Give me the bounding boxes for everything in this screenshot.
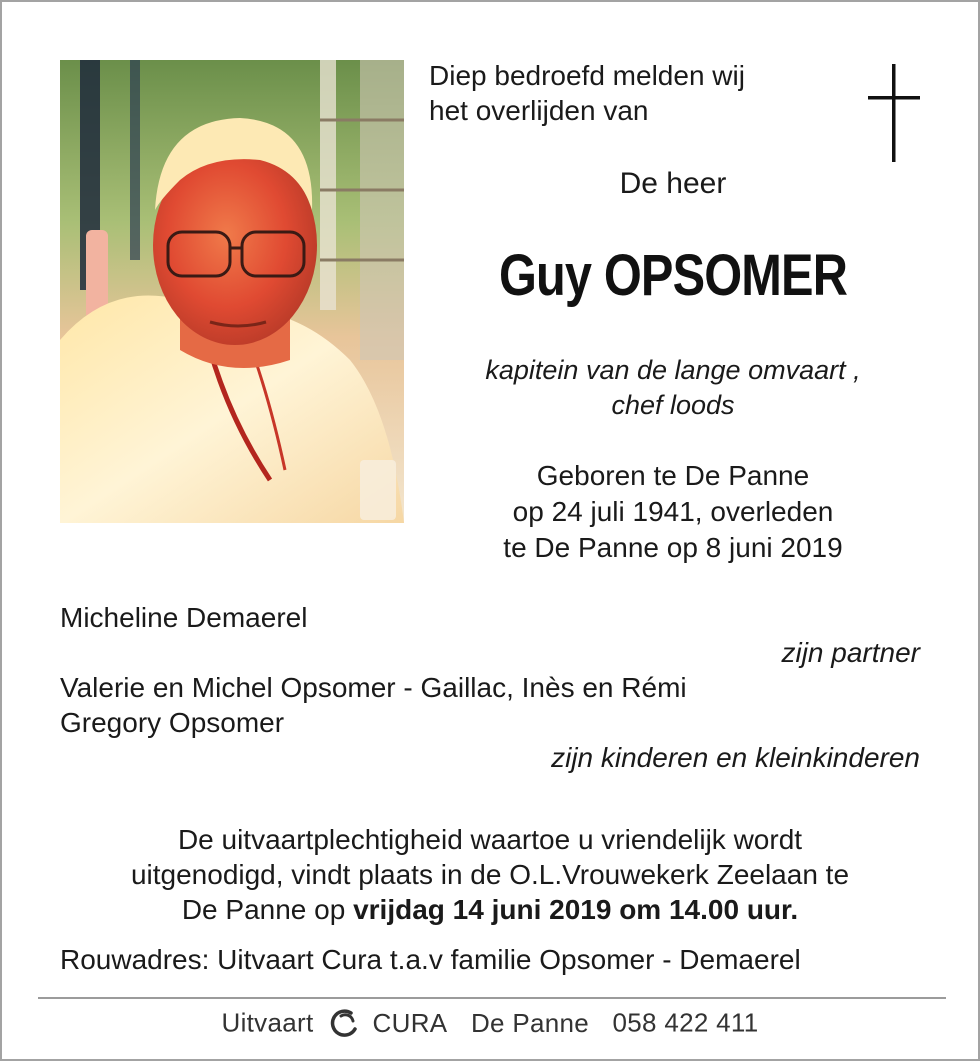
title-prefix: De heer bbox=[619, 167, 727, 200]
footer-prefix: Uitvaart bbox=[221, 1007, 314, 1038]
ceremony-datetime: vrijdag 14 juni 2019 om 14.00 uur. bbox=[353, 894, 799, 925]
partner-role: zijn partner bbox=[781, 637, 920, 668]
birth-line-3: te De Panne op 8 juni 2019 bbox=[503, 532, 843, 563]
children-line-2: Gregory Opsomer bbox=[60, 707, 285, 738]
occupation-line-1: kapitein van de lange omvaart , bbox=[485, 355, 861, 385]
mourning-address: Rouwadres: Uitvaart Cura t.a.v familie Opsomer - Demaerel bbox=[60, 944, 801, 975]
deceased-name: Guy OPSOMER bbox=[498, 243, 848, 308]
portrait-illustration bbox=[60, 60, 404, 523]
birth-death-info bbox=[442, 458, 904, 566]
ceremony-line-2: uitgenodigd, vindt plaats in de O.L.Vrouwekerk Zeelaan te bbox=[130, 859, 850, 890]
cross-icon bbox=[864, 64, 924, 162]
ceremony-line-1: De uitvaartplechtigheid waartoe u vriendelijk wordt bbox=[177, 824, 803, 855]
partner-name: Micheline Demaerel bbox=[60, 602, 308, 633]
funeral-home-footer bbox=[2, 1006, 978, 1039]
children-line-1: Valerie en Michel Opsomer - Gaillac, Inès en Rémi bbox=[60, 672, 687, 703]
intro-line-1: Diep bedroefd melden wij bbox=[429, 60, 745, 91]
ceremony-info bbox=[60, 822, 920, 927]
intro-line-2: het overlijden van bbox=[429, 95, 649, 126]
family-list bbox=[60, 600, 920, 775]
ceremony-line-3 bbox=[60, 892, 920, 927]
children-role: zijn kinderen en kleinkinderen bbox=[551, 742, 920, 773]
occupation-line-2: chef loods bbox=[611, 390, 735, 420]
footer-divider bbox=[38, 997, 946, 999]
occupation bbox=[442, 353, 904, 423]
birth-line-2: op 24 juli 1941, overleden bbox=[512, 496, 834, 527]
ceremony-line-3-prefix: De Panne op bbox=[181, 894, 354, 925]
cura-logo-icon bbox=[329, 1007, 361, 1039]
portrait-photo bbox=[60, 60, 404, 523]
footer-brand: CURA bbox=[372, 1007, 448, 1038]
intro-text bbox=[429, 58, 745, 128]
footer-phone: 058 422 411 bbox=[612, 1007, 759, 1038]
footer-location: De Panne bbox=[470, 1007, 589, 1038]
birth-line-1: Geboren te De Panne bbox=[536, 460, 810, 491]
